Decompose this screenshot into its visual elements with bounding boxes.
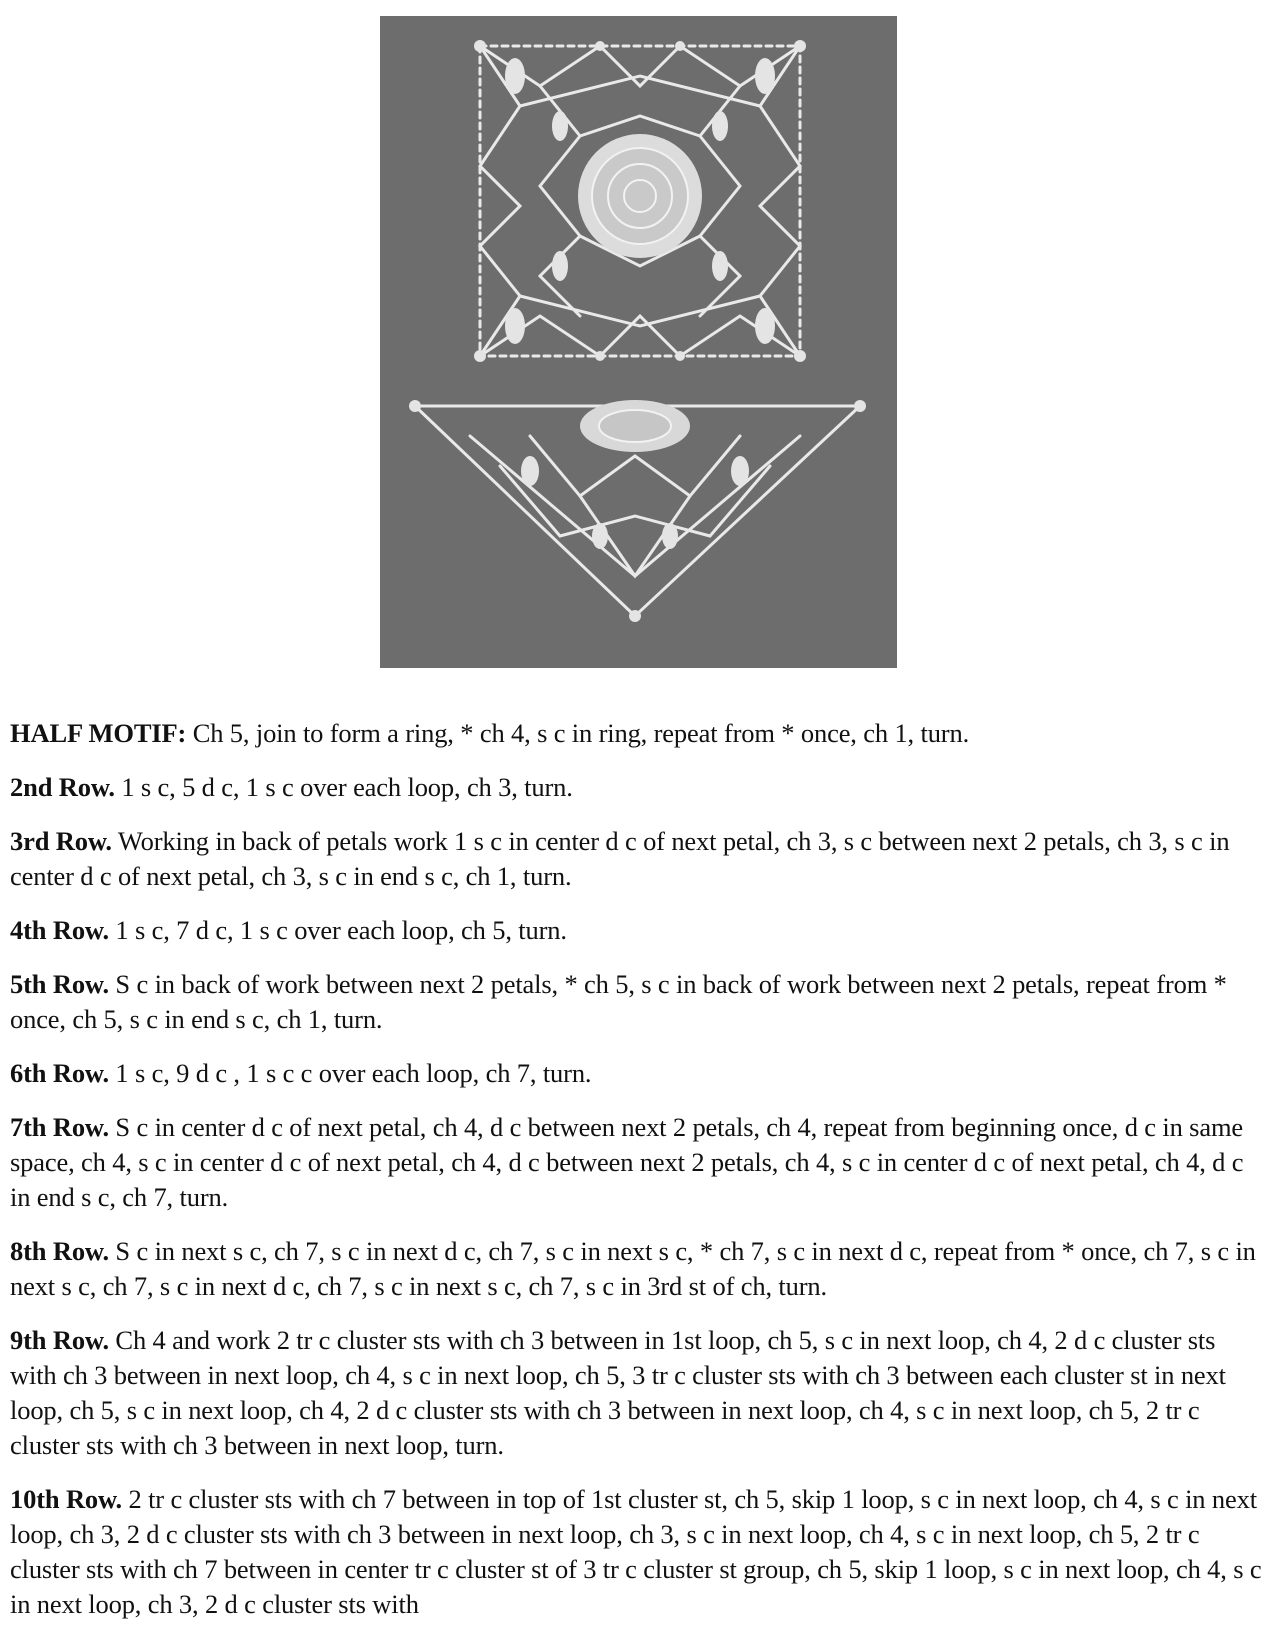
instruction-row-9: [10, 1323, 1265, 1463]
instruction-row-4: [10, 913, 1265, 948]
row-label: 6th Row.: [10, 1058, 109, 1088]
row-label: 7th Row.: [10, 1112, 109, 1142]
row-text: 1 s c, 7 d c, 1 s c over each loop, ch 5, turn.: [108, 915, 567, 945]
row-label: 10th Row.: [10, 1484, 123, 1514]
instruction-row-7: [10, 1110, 1265, 1215]
instruction-row-6: [10, 1056, 1265, 1091]
instruction-row-10: [10, 1482, 1265, 1622]
row-label: 2nd Row.: [10, 772, 115, 802]
row-text: S c in next s c, ch 7, s c in next d c, ch 7, s c in next s c, * ch 7, s c in next d c, repeat from * once, ch 7, s c in next s c, ch 7, s c in next d c, ch 7, s c in next s c, ch 7, s c in 3rd st of ch, turn.: [10, 1236, 1256, 1301]
row-text: Working in back of petals work 1 s c in center d c of next petal, ch 3, s c between next 2 petals, ch 3, s c in center d c of next petal, ch 3, s c in end s c, ch 1, turn.: [10, 826, 1230, 891]
row-label: 8th Row.: [10, 1236, 109, 1266]
row-label: 3rd Row.: [10, 826, 112, 856]
row-label: 4th Row.: [10, 915, 109, 945]
row-text: Ch 4 and work 2 tr c cluster sts with ch 3 between in 1st loop, ch 5, s c in next loop, ch 4, 2 d c cluster sts with ch 3 between in next loop, ch 4, s c in next loop, ch 5, 3 tr c cluster sts with ch 3 between each cluster st in next loop, ch 5, s c in next loop, ch 4, 2 d c cluster sts with ch 3 between in next loop, ch 4, s c in next loop, ch 5, 2 tr c cluster sts with ch 3 between in next loop, turn.: [10, 1325, 1226, 1460]
instruction-row-8: [10, 1234, 1265, 1304]
row-text: 1 s c, 5 d c, 1 s c over each loop, ch 3, turn.: [114, 772, 573, 802]
row-text: S c in back of work between next 2 petals, * ch 5, s c in back of work between next 2 petals, repeat from * once, ch 5, s c in end s c, ch 1, turn.: [10, 969, 1227, 1034]
row-label: 9th Row.: [10, 1325, 109, 1355]
instruction-row-2: [10, 770, 1265, 805]
instruction-row-3: [10, 824, 1265, 894]
row-text: 2 tr c cluster sts with ch 7 between in top of 1st cluster st, ch 5, skip 1 loop, s c in next loop, ch 4, s c in next loop, ch 3, 2 d c cluster sts with ch 3 between in next loop, ch 3, s c in next loop, ch 4, s c in next loop, ch 5, 2 tr c cluster sts with ch 7 between in center tr c cluster st of 3 tr c cluster st group, ch 5, skip 1 loop, s c in next loop, ch 4, s c in next loop, ch 3, 2 d c cluster sts with: [10, 1484, 1262, 1619]
row-text: S c in center d c of next petal, ch 4, d c between next 2 petals, ch 4, repeat from beginning once, d c in same space, ch 4, s c in center d c of next petal, ch 4, d c between next 2 petals, ch 4, s c in center d c of next petal, ch 4, d c in end s c, ch 7, turn.: [10, 1112, 1244, 1212]
pattern-instructions: [10, 716, 1265, 1641]
row-text: Ch 5, join to form a ring, * ch 4, s c in ring, repeat from * once, ch 1, turn.: [186, 718, 970, 748]
row-label: 5th Row.: [10, 969, 109, 999]
row-text: 1 s c, 9 d c , 1 s c c over each loop, ch 7, turn.: [108, 1058, 592, 1088]
instruction-half-motif: [10, 716, 1265, 751]
crochet-motif-photo: [380, 16, 897, 668]
instruction-row-5: [10, 967, 1265, 1037]
row-label: HALF MOTIF:: [10, 718, 187, 748]
crochet-lace-photo-icon: [380, 16, 897, 668]
